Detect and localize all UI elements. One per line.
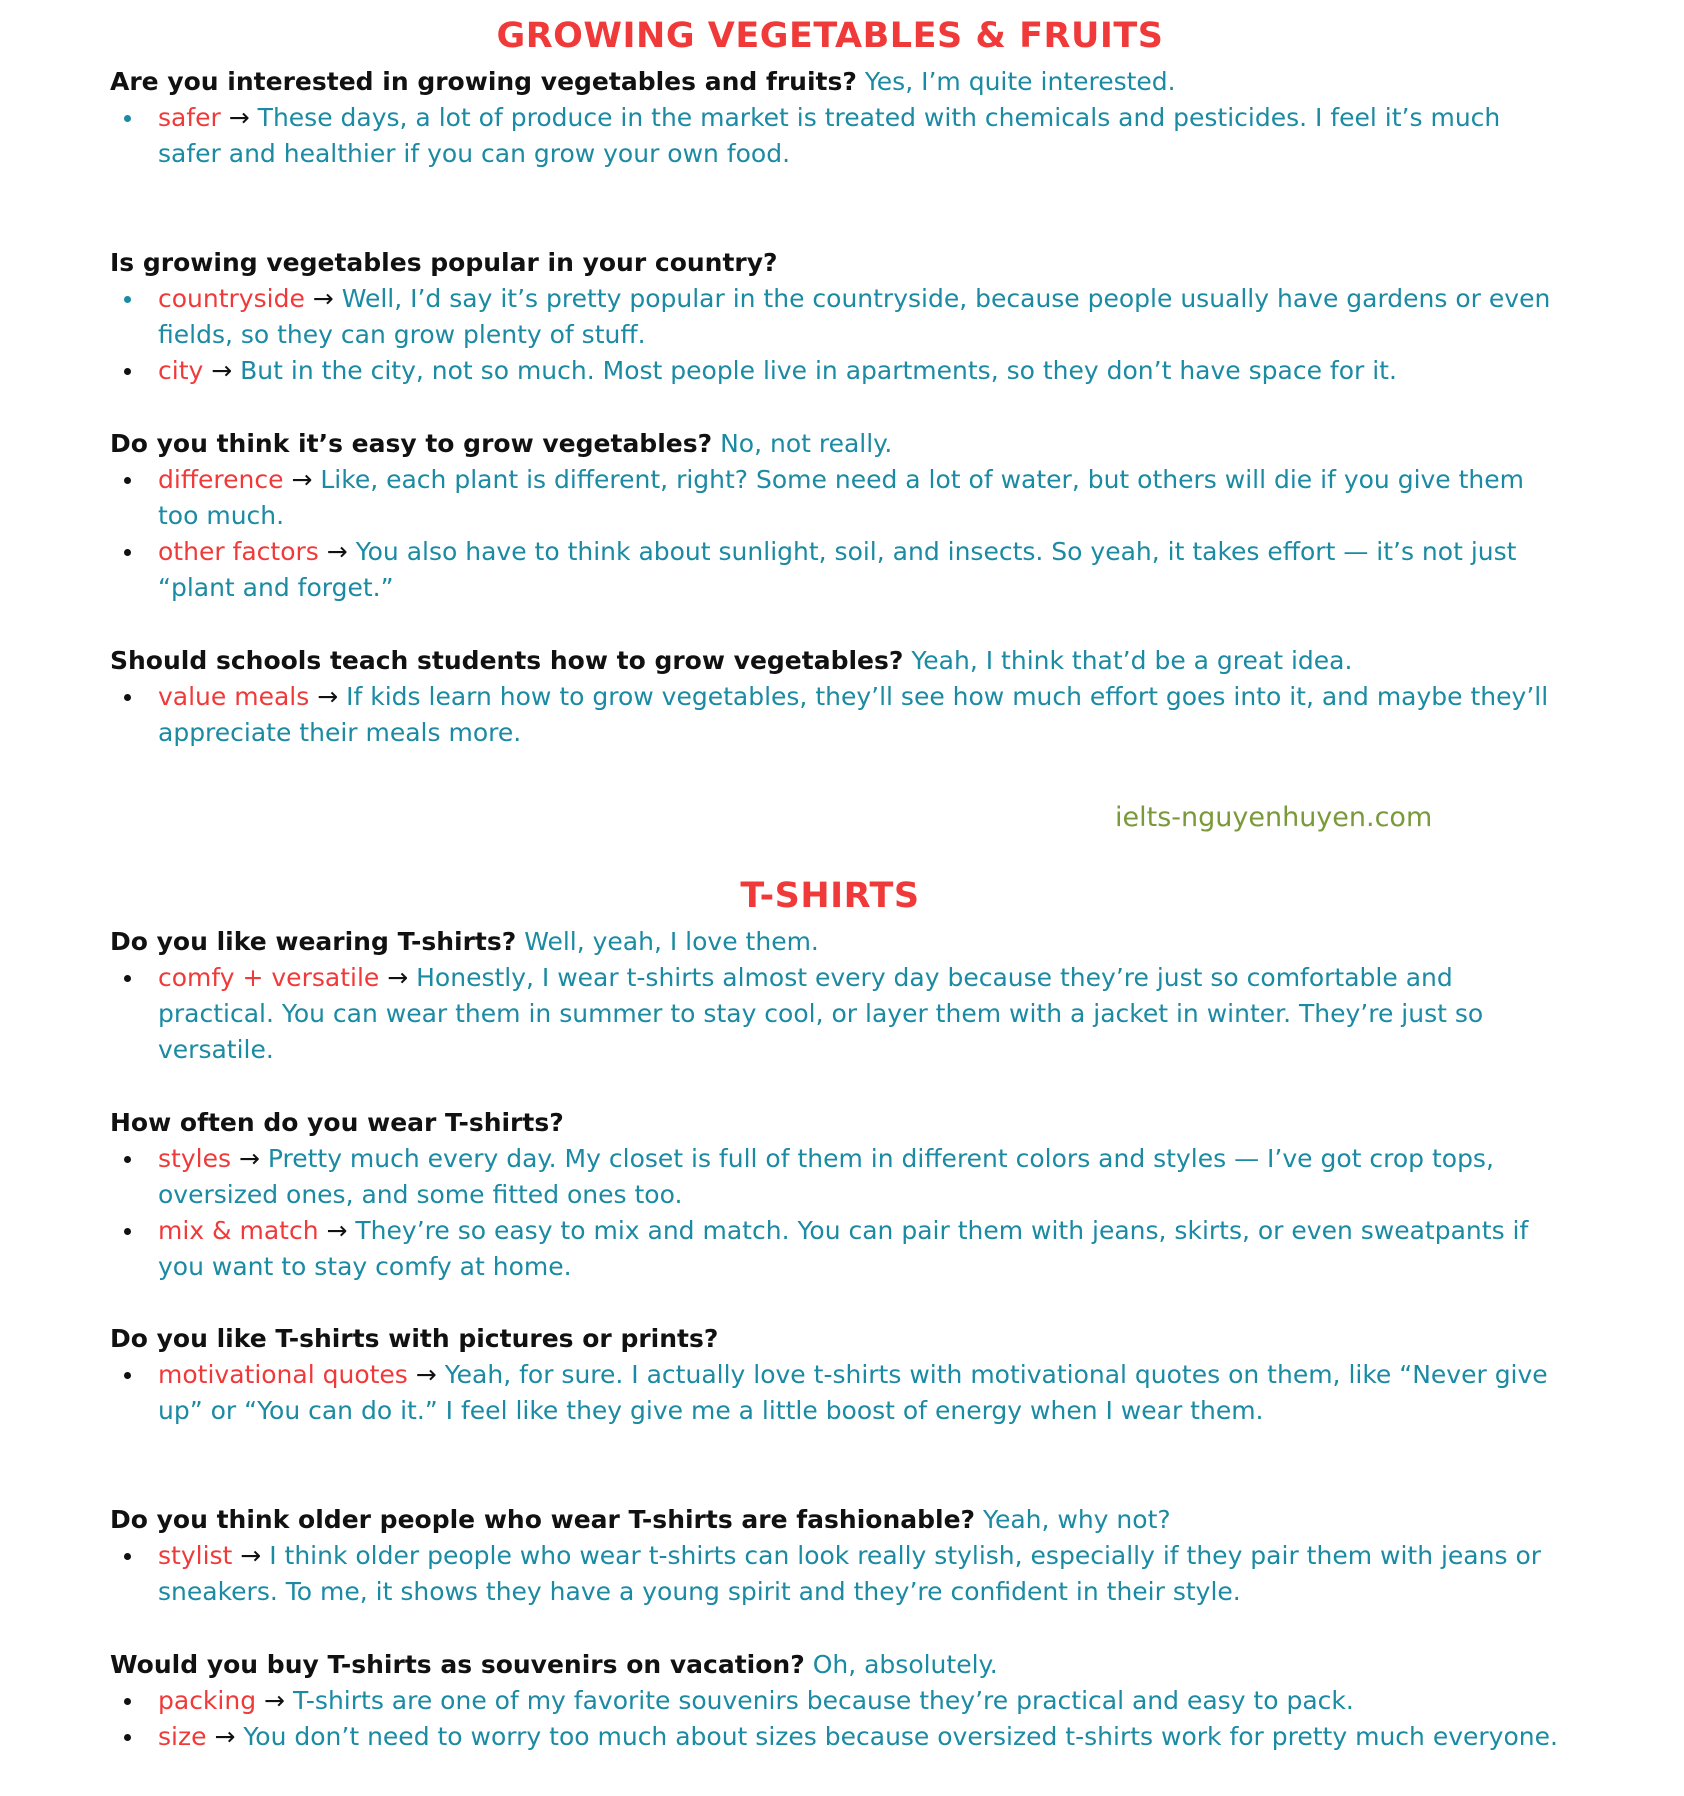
bullet-list <box>110 1141 1570 1285</box>
point-text: These days, a lot of produce in the market is treated with chemicals and pesticides. I feel it’s much safer and healthier if you can grow your own food. <box>158 103 1501 168</box>
section-title: GROWING VEGETABLES & FRUITS <box>496 16 1164 56</box>
bullet-dot-icon <box>124 1734 131 1741</box>
arrow-icon: → <box>264 1686 285 1715</box>
answer: Yeah, I think that’d be a great idea. <box>911 646 1353 675</box>
bullet-list <box>110 462 1570 606</box>
bullet-dot-icon <box>124 368 131 375</box>
point-text: Like, each plant is different, right? Some need a lot of water, but others will die if you give them too much. <box>158 465 1525 530</box>
arrow-icon: → <box>214 1722 236 1751</box>
keyword: other factors <box>158 537 319 566</box>
arrow-icon: → <box>291 465 313 494</box>
keyword: stylist <box>158 1541 233 1570</box>
question: Do you like wearing T-shirts? <box>110 927 517 956</box>
bullet-dot-icon <box>124 1372 131 1379</box>
list-item <box>110 1141 1570 1213</box>
point-text: If kids learn how to grow vegetables, they’ll see how much effort goes into it, and maybe they’ll appreciate their meals more. <box>158 682 1549 747</box>
keyword: size <box>158 1722 207 1751</box>
answer: Oh, absolutely. <box>812 1650 998 1679</box>
bullet-list <box>110 100 1570 172</box>
point-text: Yeah, for sure. I actually love t-shirts with motivational quotes on them, like “Never give up” or “You can do it.” I feel like they give me a little boost of energy when I wear them. <box>158 1360 1548 1425</box>
bullet-list <box>110 679 1570 751</box>
bullet-dot-icon <box>124 1698 131 1705</box>
list-item <box>110 100 1570 172</box>
keyword: safer <box>158 103 221 132</box>
list-item <box>110 534 1570 606</box>
bullet-list <box>110 281 1570 389</box>
arrow-icon: → <box>387 963 409 992</box>
keyword: styles <box>158 1144 231 1173</box>
list-item <box>110 1538 1570 1610</box>
point-text: You don’t need to worry too much about sizes because oversized t-shirts work for pretty much everyone. <box>243 1722 1558 1751</box>
qa-item <box>110 426 1570 606</box>
qa-item <box>110 245 1570 389</box>
list-item <box>110 1719 1570 1755</box>
keyword: packing <box>158 1686 257 1715</box>
list-item <box>110 679 1570 751</box>
answer: No, not really. <box>720 429 893 458</box>
watermark: ielts-nguyenhuyen.com <box>1115 802 1433 833</box>
question: Do you think older people who wear T-shirts are fashionable? <box>110 1505 976 1534</box>
point-text: You also have to think about sunlight, soil, and insects. So yeah, it takes effort — it’s not just “plant and forget.” <box>158 537 1517 602</box>
list-item <box>110 1357 1570 1429</box>
keyword: value meals <box>158 682 310 711</box>
keyword: comfy + versatile <box>158 963 380 992</box>
keyword: motivational quotes <box>158 1360 408 1389</box>
bullet-dot-icon <box>124 1553 131 1560</box>
list-item <box>110 960 1570 1068</box>
question: Do you like T-shirts with pictures or prints? <box>110 1324 719 1353</box>
point-text: They’re so easy to mix and match. You can pair them with jeans, skirts, or even sweatpants if you want to stay comfy at home. <box>158 1216 1529 1281</box>
bullet-list <box>110 1538 1570 1610</box>
bullet-dot-icon <box>124 477 131 484</box>
answer: Yeah, why not? <box>983 1505 1171 1534</box>
qa-item <box>110 64 1570 172</box>
qa-item <box>110 924 1570 1068</box>
bullet-list <box>110 1357 1570 1429</box>
bullet-dot-icon <box>124 549 131 556</box>
keyword: mix & match <box>158 1216 319 1245</box>
list-item <box>110 462 1570 534</box>
bullet-list <box>110 1683 1570 1755</box>
arrow-icon: → <box>326 537 348 566</box>
bullet-dot-icon <box>124 296 131 303</box>
question: Is growing vegetables popular in your country? <box>110 248 778 277</box>
qa-item <box>110 1502 1570 1610</box>
arrow-icon: → <box>240 1541 262 1570</box>
bullet-dot-icon <box>124 1156 131 1163</box>
keyword: difference <box>158 465 284 494</box>
arrow-icon: → <box>317 682 339 711</box>
qa-item <box>110 1647 1570 1755</box>
arrow-icon: → <box>238 1144 260 1173</box>
answer: Well, yeah, I love them. <box>524 927 819 956</box>
arrow-icon: → <box>211 356 233 385</box>
point-text: T-shirts are one of my favorite souvenirs because they’re practical and easy to pack. <box>292 1686 1354 1715</box>
point-text: But in the city, not so much. Most people live in apartments, so they don’t have space for it. <box>240 356 1397 385</box>
answer: Yes, I’m quite interested. <box>864 67 1176 96</box>
qa-item <box>110 1321 1570 1429</box>
arrow-icon: → <box>415 1360 437 1389</box>
qa-item <box>110 1105 1570 1285</box>
point-text: Honestly, I wear t-shirts almost every day because they’re just so comfortable and practical. You can wear them in summer to stay cool, or layer them with a jacket in winter. They’re just so versatile. <box>158 963 1484 1064</box>
question: Are you interested in growing vegetables and fruits? <box>110 67 857 96</box>
bullet-dot-icon <box>124 975 131 982</box>
keyword: countryside <box>158 284 305 313</box>
question: How often do you wear T-shirts? <box>110 1108 564 1137</box>
question: Do you think it’s easy to grow vegetables? <box>110 429 713 458</box>
keyword: city <box>158 356 204 385</box>
arrow-icon: → <box>228 103 250 132</box>
point-text: Pretty much every day. My closet is full of them in different colors and styles — I’ve got crop tops, oversized ones, and some fitted ones too. <box>158 1144 1494 1209</box>
question: Should schools teach students how to grow vegetables? <box>110 646 904 675</box>
list-item <box>110 1213 1570 1285</box>
point-text: I think older people who wear t-shirts can look really stylish, especially if they pair them with jeans or sneakers. To me, it shows they have a young spirit and they’re confident in their style. <box>158 1541 1542 1606</box>
section-title: T-SHIRTS <box>740 876 920 916</box>
qa-item <box>110 643 1570 751</box>
bullet-dot-icon <box>124 1228 131 1235</box>
bullet-list <box>110 960 1570 1068</box>
list-item <box>110 353 1570 389</box>
bullet-dot-icon <box>124 115 131 122</box>
arrow-icon: → <box>326 1216 348 1245</box>
list-item <box>110 281 1570 353</box>
question: Would you buy T-shirts as souvenirs on vacation? <box>110 1650 805 1679</box>
point-text: Well, I’d say it’s pretty popular in the countryside, because people usually have gardens or even fields, so they can grow plenty of stuff. <box>158 284 1551 349</box>
bullet-dot-icon <box>124 694 131 701</box>
list-item <box>110 1683 1570 1719</box>
arrow-icon: → <box>312 284 334 313</box>
